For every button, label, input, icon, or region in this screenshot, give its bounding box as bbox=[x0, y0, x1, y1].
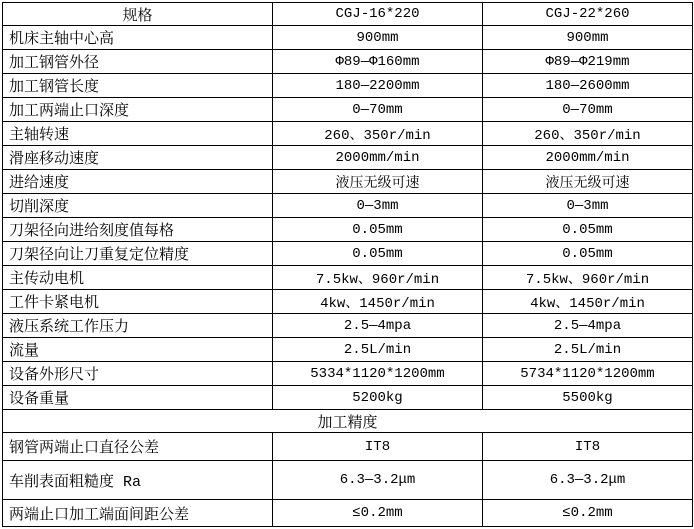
table-row bbox=[3, 266, 693, 290]
table-row bbox=[3, 98, 693, 122]
spec-label: 加工钢管外径 bbox=[3, 50, 273, 74]
spec-label: 两端止口加工端面间距公差 bbox=[3, 500, 273, 527]
spec-value: 2000mm/min bbox=[483, 146, 693, 170]
spec-value: 2.5L/min bbox=[483, 338, 693, 362]
section-title: 加工精度 bbox=[3, 410, 693, 433]
spec-label: 设备外形尺寸 bbox=[3, 362, 273, 386]
spec-label: 主轴转速 bbox=[3, 122, 273, 146]
spec-label: 切削深度 bbox=[3, 194, 273, 218]
table-row bbox=[3, 194, 693, 218]
spec-value: 5200kg bbox=[273, 386, 483, 410]
spec-value: 0.05mm bbox=[273, 242, 483, 266]
spec-value: 0.05mm bbox=[483, 218, 693, 242]
table-row bbox=[3, 362, 693, 386]
spec-label: 流量 bbox=[3, 338, 273, 362]
spec-value: IT8 bbox=[483, 433, 693, 461]
spec-value: Φ89—Φ219mm bbox=[483, 50, 693, 74]
table-row bbox=[3, 290, 693, 314]
spec-value: 0.05mm bbox=[483, 242, 693, 266]
spec-value: 0—70mm bbox=[273, 98, 483, 122]
spec-label: 滑座移动速度 bbox=[3, 146, 273, 170]
spec-value: ≤0.2mm bbox=[273, 500, 483, 527]
spec-value: 7.5kw、960r/min bbox=[483, 266, 693, 290]
spec-label: 钢管两端止口直径公差 bbox=[3, 433, 273, 461]
spec-value: Φ89—Φ160mm bbox=[273, 50, 483, 74]
spec-label: 工件卡紧电机 bbox=[3, 290, 273, 314]
spec-value: 180—2200mm bbox=[273, 74, 483, 98]
table-row bbox=[3, 170, 693, 194]
spec-label: 刀架径向让刀重复定位精度 bbox=[3, 242, 273, 266]
table-row bbox=[3, 146, 693, 170]
model-column-header-2: CGJ-22*260 bbox=[483, 3, 693, 26]
spec-value: 6.3—3.2μm bbox=[483, 461, 693, 500]
table-row bbox=[3, 26, 693, 50]
spec-value: 4kw、1450r/min bbox=[483, 290, 693, 314]
spec-label: 加工两端止口深度 bbox=[3, 98, 273, 122]
spec-value: 180—2600mm bbox=[483, 74, 693, 98]
spec-value: 7.5kw、960r/min bbox=[273, 266, 483, 290]
spec-value: 5500kg bbox=[483, 386, 693, 410]
spec-value: 900mm bbox=[483, 26, 693, 50]
section-row bbox=[3, 410, 693, 433]
table-row bbox=[3, 386, 693, 410]
spec-value: 5734*1120*1200mm bbox=[483, 362, 693, 386]
spec-label: 液压系统工作压力 bbox=[3, 314, 273, 338]
table-row bbox=[3, 314, 693, 338]
spec-label: 车削表面粗糙度 Ra bbox=[3, 461, 273, 500]
spec-value: 4kw、1450r/min bbox=[273, 290, 483, 314]
spec-value: 2.5L/min bbox=[273, 338, 483, 362]
model-column-header-1: CGJ-16*220 bbox=[273, 3, 483, 26]
table-row bbox=[3, 242, 693, 266]
table-row bbox=[3, 461, 693, 500]
table-row bbox=[3, 74, 693, 98]
table-row bbox=[3, 218, 693, 242]
spec-value: 液压无级可速 bbox=[273, 170, 483, 194]
spec-value: 2.5—4mpa bbox=[273, 314, 483, 338]
spec-value: 5334*1120*1200mm bbox=[273, 362, 483, 386]
spec-value: 900mm bbox=[273, 26, 483, 50]
spec-value: 0.05mm bbox=[273, 218, 483, 242]
spec-value: 260、350r/min bbox=[273, 122, 483, 146]
spec-label: 刀架径向进给刻度值每格 bbox=[3, 218, 273, 242]
header-row bbox=[3, 3, 693, 26]
table-row bbox=[3, 50, 693, 74]
machine-spec-table bbox=[2, 2, 693, 527]
spec-value: 液压无级可速 bbox=[483, 170, 693, 194]
spec-value: ≤0.2mm bbox=[483, 500, 693, 527]
spec-value: 2.5—4mpa bbox=[483, 314, 693, 338]
spec-value: 6.3—3.2μm bbox=[273, 461, 483, 500]
spec-label: 主传动电机 bbox=[3, 266, 273, 290]
spec-value: IT8 bbox=[273, 433, 483, 461]
spec-value: 0—3mm bbox=[273, 194, 483, 218]
table-row bbox=[3, 500, 693, 527]
spec-label: 进给速度 bbox=[3, 170, 273, 194]
table-row bbox=[3, 433, 693, 461]
spec-value: 0—70mm bbox=[483, 98, 693, 122]
table-row bbox=[3, 122, 693, 146]
spec-label: 加工钢管长度 bbox=[3, 74, 273, 98]
spec-value: 260、350r/min bbox=[483, 122, 693, 146]
spec-value: 2000mm/min bbox=[273, 146, 483, 170]
spec-value: 0—3mm bbox=[483, 194, 693, 218]
spec-label: 机床主轴中心高 bbox=[3, 26, 273, 50]
table-row bbox=[3, 338, 693, 362]
spec-label: 设备重量 bbox=[3, 386, 273, 410]
spec-column-header: 规格 bbox=[3, 3, 273, 26]
